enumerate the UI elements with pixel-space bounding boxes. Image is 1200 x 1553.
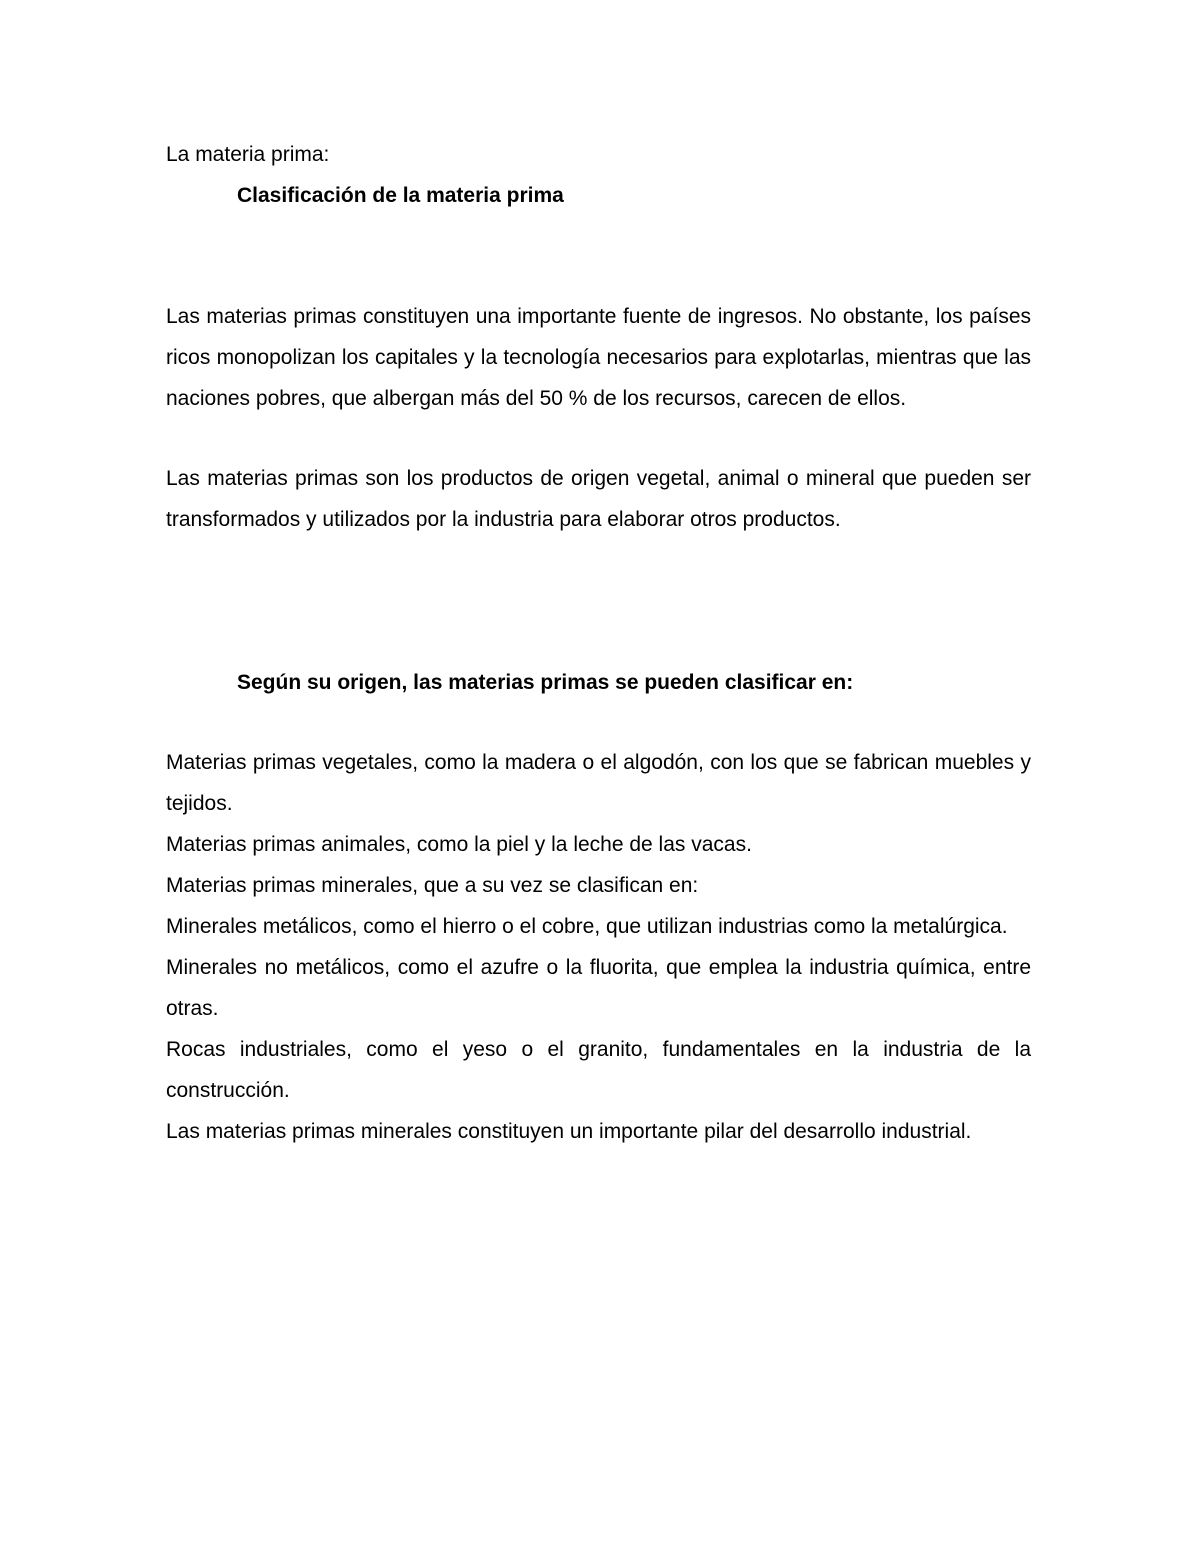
list-item: Materias primas animales, como la piel y la leche de las vacas. <box>166 833 752 856</box>
list-item: Minerales no metálicos, como el azufre o la fluorita, que emplea la industria química, entre otras. <box>166 956 1031 1020</box>
list-item: Minerales metálicos, como el hierro o el cobre, que utilizan industrias como la metalúrgica. <box>166 915 1008 938</box>
section-heading-origin: Según su origen, las materias primas se pueden clasificar en: <box>237 671 854 694</box>
list-item: Materias primas minerales, que a su vez se clasifican en: <box>166 874 699 897</box>
list-item: Las materias primas minerales constituyen un importante pilar del desarrollo industrial. <box>166 1120 972 1143</box>
list-item: Materias primas vegetales, como la madera o el algodón, con los que se fabrican muebles y tejidos. <box>166 751 1031 815</box>
paragraph-income: Las materias primas constituyen una importante fuente de ingresos. No obstante, los países ricos monopolizan los capitales y la tecnología necesarios para explotarlas, mientras que las naciones pobres, que albergan más del 50 % de los recursos, carecen de ellos. <box>166 305 1031 410</box>
list-item: Rocas industriales, como el yeso o el granito, fundamentales en la industria de la construcción. <box>166 1038 1031 1102</box>
paragraph-definition: Las materias primas son los productos de origen vegetal, animal o mineral que pueden ser transformados y utilizados por la industria para elaborar otros productos. <box>166 467 1031 531</box>
intro-text: La materia prima: <box>166 143 330 166</box>
section-heading-classification: Clasificación de la materia prima <box>237 184 564 207</box>
classification-list <box>166 742 1031 1152</box>
